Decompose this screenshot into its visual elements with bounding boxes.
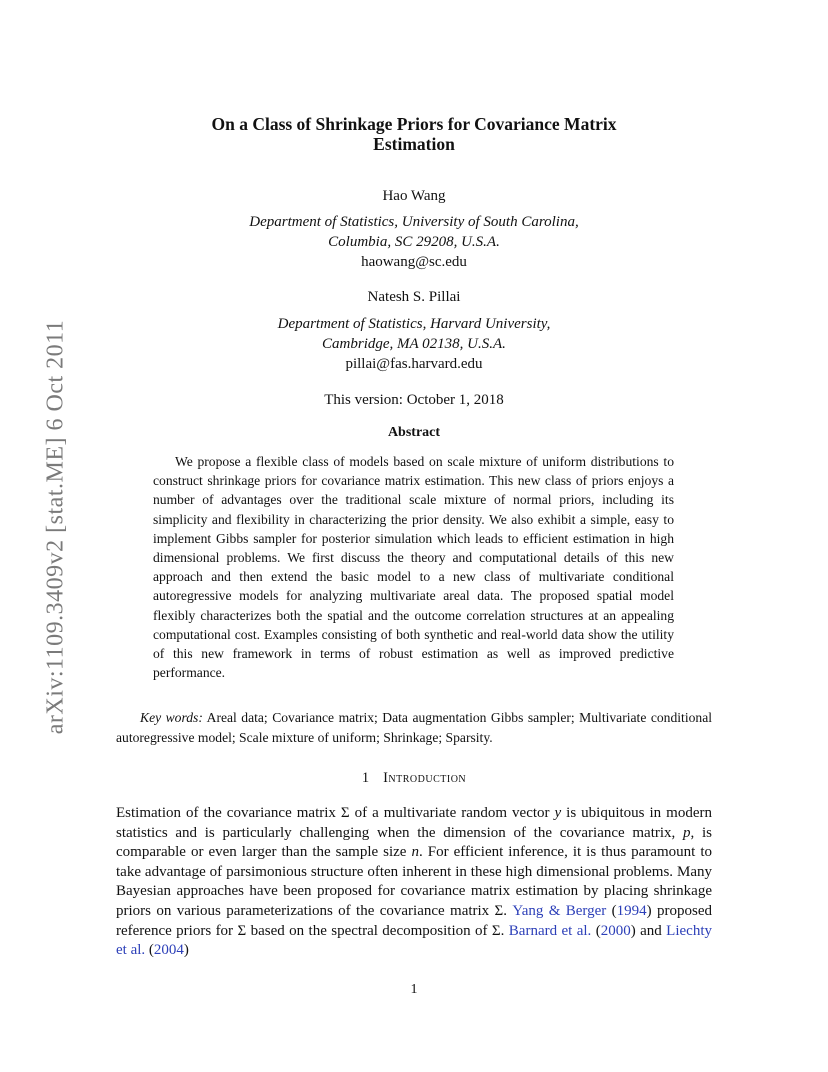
math-variable: y xyxy=(554,805,562,821)
intro-text: ) xyxy=(183,942,189,959)
keywords-label: Key words: xyxy=(140,710,203,725)
author-affiliation-2 xyxy=(130,314,698,374)
intro-text: Estimation of the covariance matrix Σ of a multivariate random vector xyxy=(116,805,555,821)
math-variable: p xyxy=(683,824,691,841)
author-name-1: Hao Wang xyxy=(382,188,446,204)
section-title: Introduction xyxy=(383,770,467,786)
citation-year-link[interactable]: 2004 xyxy=(153,942,184,959)
section-heading xyxy=(130,770,698,787)
paper-title xyxy=(130,114,698,154)
math-variable: n xyxy=(411,844,419,861)
intro-text: . For efficient inference, it is thus paramount to take advantage of parsimonious structure often inherent in these high dimensional problems. Many Bayesian approaches have been proposed for covariance matrix estimation by placing shrinkage priors on various parameterizations of the covariance matrix Σ. xyxy=(116,844,713,919)
citation-year-link[interactable]: 2000 xyxy=(600,922,631,939)
intro-text: ( xyxy=(145,942,154,959)
intro-text: , is comparable or even larger than the sample size xyxy=(116,824,712,861)
intro-text: ( xyxy=(591,922,601,939)
affiliation-2-line-1: Department of Statistics, Harvard University, xyxy=(277,316,551,332)
arxiv-stamp[interactable]: arXiv:1109.3409v2 [stat.ME] 6 Oct 2011 xyxy=(42,319,69,735)
author-name-2: Natesh S. Pillai xyxy=(367,289,461,305)
introduction-paragraph xyxy=(116,804,712,961)
title-line-2: Estimation xyxy=(373,134,455,154)
keywords-list: Areal data; Covariance matrix; Data augmentation Gibbs sampler; Multivariate conditional autoregressive model; Scale mixture of uniform; Shrinkage; Sparsity. xyxy=(116,710,713,745)
intro-text: ) and xyxy=(630,922,667,939)
citation-link-yang-berger[interactable]: Yang & Berger xyxy=(512,902,607,919)
intro-text: ( xyxy=(606,902,617,919)
abstract-text: We propose a flexible class of models based on scale mixture of uniform distributions to construct shrinkage priors for covariance matrix estimation. This new class of priors enjoys a number of advantages over the traditional scale mixture of normal priors, including its simplicity and flexibility in characterizing the prior density. We also exhibit a simple, easy to implement Gibbs sampler for posterior simulation which leads to efficient estimation in high dimensional problems. We first discuss the theory and computational details of this new approach and then extend the basic model to a new class of multivariate conditional autoregressive models for analyzing multivariate areal data. The proposed spatial model flexibly characterizes both the spatial and the outcome correlation structures at an appealing computational cost. Examples consisting of both synthetic and real-world data show the utility of this new framework in terms of robust estimation as well as improved predictive performance. xyxy=(153,454,674,681)
version-date: This version: October 1, 2018 xyxy=(324,392,504,408)
section-number: 1 xyxy=(361,770,370,786)
author-affiliation-1 xyxy=(130,212,698,272)
affiliation-2-line-2: Cambridge, MA 02138, U.S.A. xyxy=(322,336,506,352)
intro-text: is ubiquitous in modern statistics and is particularly challenging when the dimension of the covariance matrix, xyxy=(116,805,712,841)
affiliation-1-line-2: Columbia, SC 29208, U.S.A. xyxy=(328,234,500,250)
citation-year-link[interactable]: 1994 xyxy=(616,902,647,919)
citation-link-liechty[interactable]: Liechty et al. xyxy=(116,922,712,959)
title-line-1: On a Class of Shrinkage Priors for Covariance Matrix xyxy=(211,114,617,134)
author-email-1[interactable]: haowang@sc.edu xyxy=(361,254,467,270)
page-number: 1 xyxy=(410,982,418,997)
keywords xyxy=(116,708,712,747)
affiliation-1-line-1: Department of Statistics, University of South Carolina, xyxy=(249,214,579,230)
author-email-2[interactable]: pillai@fas.harvard.edu xyxy=(345,356,483,372)
citation-link-barnard[interactable]: Barnard et al. xyxy=(508,922,592,939)
abstract-heading: Abstract xyxy=(387,425,441,440)
intro-text: ) proposed reference priors for Σ based on the spectral decomposition of Σ. xyxy=(116,902,712,939)
